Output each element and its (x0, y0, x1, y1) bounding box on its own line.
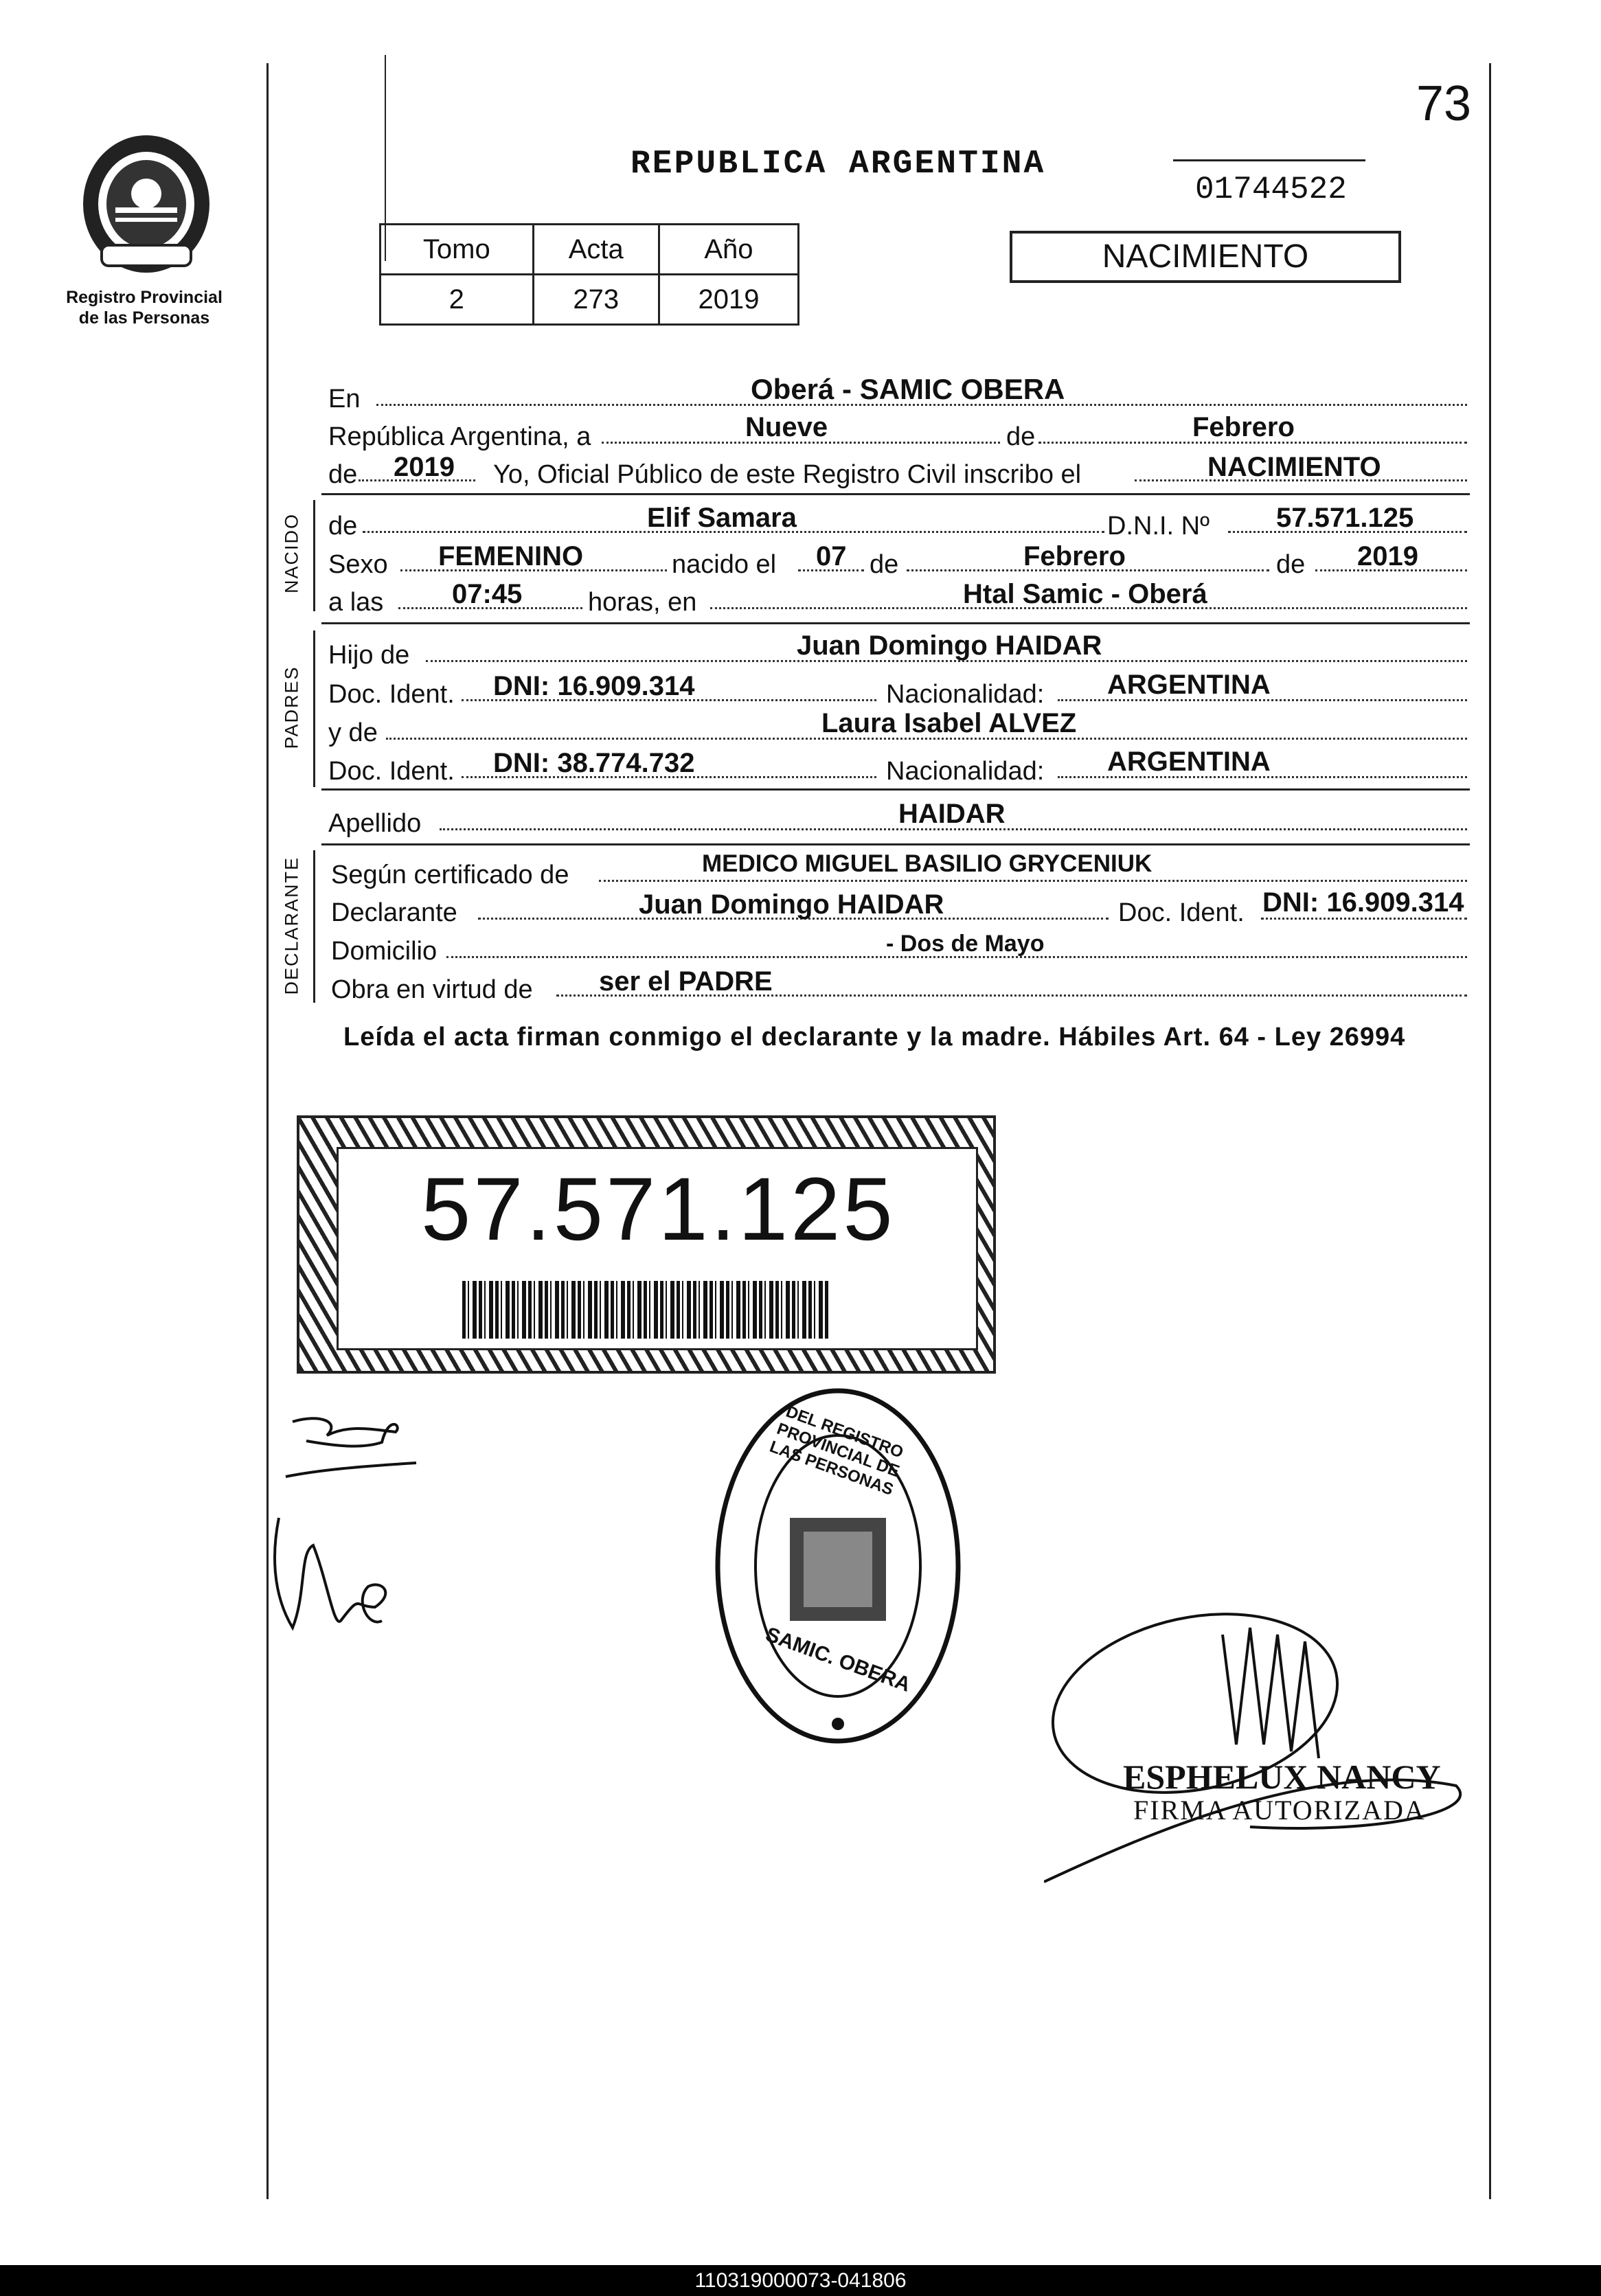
label-yo-oficial: Yo, Oficial Público de este Registro Civil inscribo el (493, 460, 1082, 489)
value-declarante-doc: DNI: 16.909.314 (1262, 887, 1464, 918)
value-apellido: HAIDAR (898, 799, 1006, 829)
value-nac-anio: 2019 (1357, 541, 1418, 571)
label-horas-en: horas, en (588, 588, 697, 617)
label-a-las: a las (328, 588, 384, 617)
value-padre-nac: ARGENTINA (1107, 670, 1271, 700)
label-declarante: Declarante (331, 898, 457, 927)
label-obra: Obra en virtud de (331, 975, 533, 1004)
label-dni: D.N.I. Nº (1107, 512, 1210, 541)
official-stamp (707, 1380, 968, 1751)
value-nombre: Elif Samara (647, 503, 797, 533)
label-en: En (328, 385, 361, 413)
value-sexo: FEMENINO (438, 541, 584, 571)
dots-certificado (599, 880, 1467, 882)
registry-name (27, 287, 261, 328)
page-number: 73 (1416, 76, 1472, 131)
value-padre: Juan Domingo HAIDAR (797, 630, 1102, 661)
section-divider-3 (321, 788, 1470, 791)
value-anio-acta: 2019 (394, 452, 455, 482)
label-de-anio: de (328, 460, 358, 489)
section-divider-4 (321, 843, 1470, 845)
value-anio: 2019 (659, 275, 798, 325)
section-label-declarante: DECLARANTE (281, 856, 302, 995)
label-y-de: y de (328, 718, 378, 747)
value-certificado: MEDICO MIGUEL BASILIO GRYCENIUK (702, 850, 1153, 877)
value-tipo: NACIMIENTO (1207, 452, 1381, 482)
padres-bar (313, 630, 315, 787)
value-obra: ser el PADRE (599, 966, 773, 997)
document-type: NACIMIENTO (1102, 238, 1309, 275)
value-nac-mes: Febrero (1023, 541, 1126, 571)
label-nacido-el: nacido el (672, 550, 777, 579)
section-label-padres: PADRES (281, 666, 302, 749)
label-segun: Según certificado de (331, 861, 569, 889)
closing-text: Leída el acta firman conmigo el declarante y la madre. Hábiles Art. 64 - Ley 26994 (343, 1023, 1406, 1052)
stamp-inner-text: SAMIC. OBERA (762, 1623, 913, 1696)
registry-name-line1: Registro Provincial (66, 288, 223, 307)
label-doc-ident-1: Doc. Ident. (328, 680, 455, 709)
declarante-bar (313, 850, 315, 1003)
value-lugar: Oberá - SAMIC OBERA (751, 373, 1065, 405)
value-dni: 57.571.125 (1276, 503, 1414, 533)
section-divider-1 (321, 493, 1470, 495)
value-lugar-nac: Htal Samic - Oberá (963, 579, 1207, 609)
label-nacionalidad-1: Nacionalidad: (886, 680, 1045, 709)
label-doc-ident-3: Doc. Ident. (1118, 898, 1245, 927)
dots-declarante-doc (1261, 918, 1467, 920)
nacido-bar (313, 500, 315, 611)
value-declarante: Juan Domingo HAIDAR (639, 889, 944, 920)
serial-number: 01744522 (1195, 172, 1347, 207)
footer-code: 110319000073-041806 (694, 2269, 907, 2292)
stamp-ring-text: DEL REGISTRO PROVINCIAL DE LAS PERSONAS (767, 1402, 906, 1499)
left-margin-line (266, 63, 269, 2199)
label-nacionalidad-2: Nacionalidad: (886, 757, 1045, 786)
value-madre-doc: DNI: 38.774.732 (493, 748, 695, 778)
label-doc-ident-2: Doc. Ident. (328, 757, 455, 786)
mother-signature (265, 1511, 402, 1648)
header-acta: Acta (533, 225, 659, 275)
label-hijo-de: Hijo de (328, 641, 410, 670)
label-republica: República Argentina, a (328, 422, 591, 451)
label-de-nac-anio: de (1276, 550, 1306, 579)
label-de-nombre: de (328, 512, 358, 541)
value-dia: Nueve (745, 412, 828, 442)
country-heading: REPUBLICA ARGENTINA (631, 146, 1046, 183)
value-hora: 07:45 (452, 579, 523, 609)
document-type-box (1010, 231, 1401, 283)
footer-bar (0, 2265, 1601, 2296)
label-de-mes: de (1006, 422, 1036, 451)
signature-name: ESPHELUX NANCY (1123, 1758, 1441, 1796)
value-padre-doc: DNI: 16.909.314 (493, 671, 695, 701)
dni-sticker-panel (337, 1147, 978, 1350)
signature-role: FIRMA AUTORIZADA (1133, 1795, 1426, 1826)
serial-underline (1173, 159, 1365, 161)
section-label-nacido: NACIDO (281, 513, 302, 594)
dni-sticker (297, 1115, 996, 1374)
right-margin-line (1489, 63, 1491, 2199)
label-de-nac-mes: de (870, 550, 899, 579)
section-divider-2 (321, 622, 1470, 624)
declarant-signature (279, 1408, 423, 1497)
label-sexo: Sexo (328, 550, 388, 579)
dni-sticker-number: 57.571.125 (421, 1159, 896, 1259)
label-apellido: Apellido (328, 809, 422, 838)
dni-barcode (462, 1281, 830, 1339)
header-anio: Año (659, 225, 798, 275)
record-table (379, 223, 799, 326)
value-acta: 273 (533, 275, 659, 325)
registry-logo (74, 125, 218, 280)
value-madre-nac: ARGENTINA (1107, 747, 1271, 777)
value-domicilio: - Dos de Mayo (886, 931, 1045, 957)
value-tomo: 2 (381, 275, 534, 325)
registry-name-line2: de las Personas (78, 308, 210, 328)
label-domicilio: Domicilio (331, 937, 438, 966)
value-nac-dia: 07 (816, 541, 847, 571)
header-tomo: Tomo (381, 225, 534, 275)
value-madre: Laura Isabel ALVEZ (821, 708, 1077, 738)
value-mes: Febrero (1192, 412, 1295, 442)
authorized-signature (1044, 1607, 1470, 1896)
